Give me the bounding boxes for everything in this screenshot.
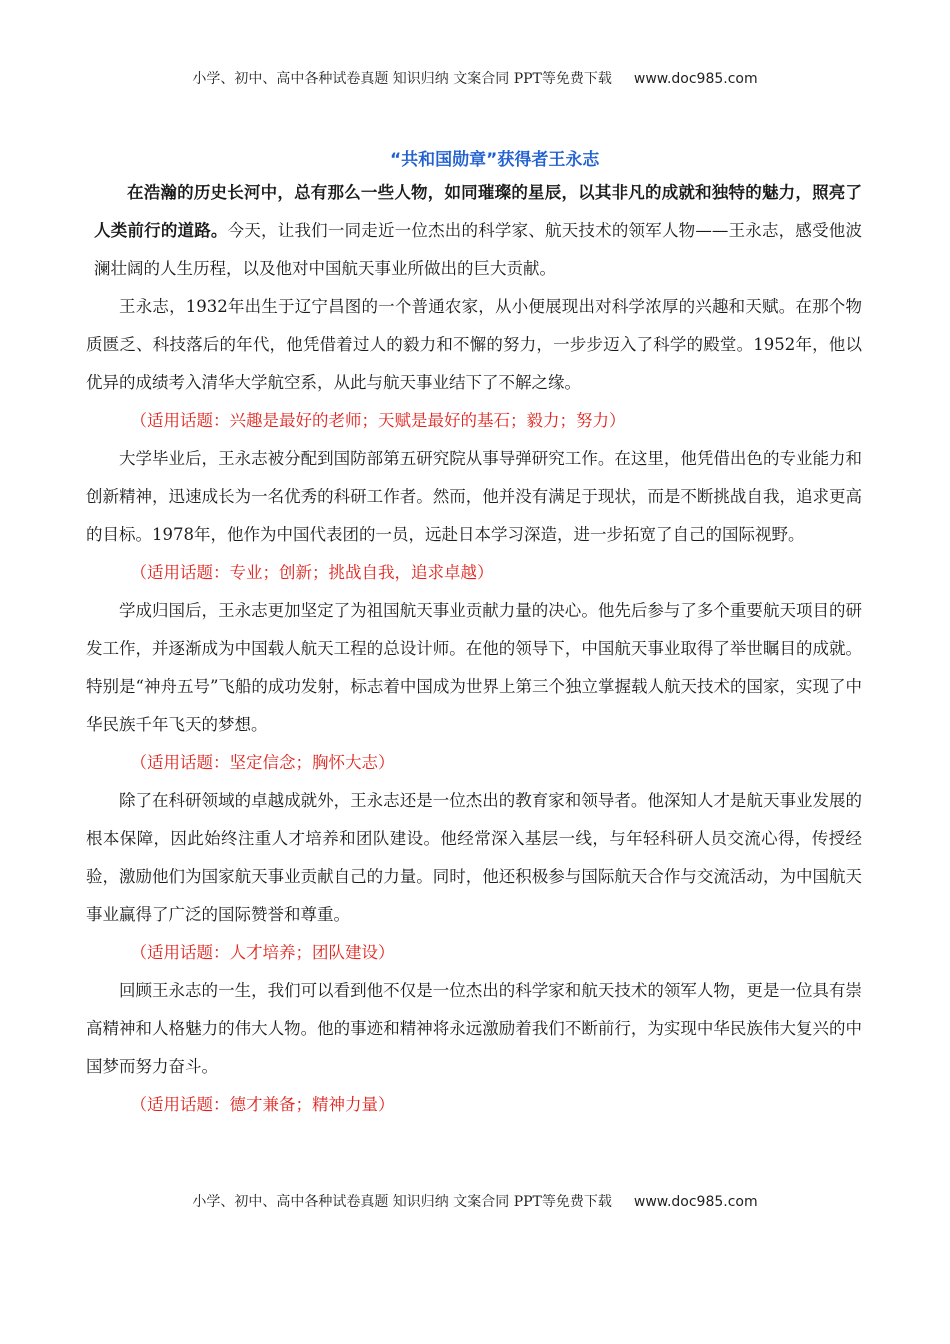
- topic-note: （适用话题：人才培养；团队建设）: [130, 943, 395, 962]
- topic-note: （适用话题：坚定信念；胸怀大志）: [130, 753, 395, 772]
- body-paragraph: 除了在科研领域的卓越成就外，王永志还是一位杰出的教育家和领导者。他深知人才是航天事业发展的根本保障，因此始终注重人才培养和团队建设。他经常深入基层一线，与年轻科研人员交流心得，传授经验，激励他们为国家航天事业贡献自己的力量。同时，他还积极参与国际航天合作与交流活动，为中国航天事业赢得了广泛的国际赞誉和尊重。: [86, 791, 862, 924]
- body-paragraph: 学成归国后，王永志更加坚定了为祖国航天事业贡献力量的决心。他先后参与了多个重要航天项目的研发工作，并逐渐成为中国载人航天工程的总设计师。在他的领导下，中国航天事业取得了举世瞩目的成就。特别是“神舟五号”飞船的成功发射，标志着中国成为世界上第三个独立掌握载人航天技术的国家，实现了中华民族千年飞天的梦想。: [86, 601, 862, 734]
- header-url[interactable]: www.doc985.com: [633, 71, 758, 87]
- page-header: [0, 68, 950, 88]
- intro-paragraph: [86, 174, 862, 288]
- intro-bold-text: 在浩瀚的历史长河中，总有那么一些人物，如同璀璨的星辰，以其非凡的成就和独特的魅力，照亮了人类前行的道路。: [94, 183, 862, 240]
- document-title: “共和国勋章”获得者王永志: [390, 150, 600, 170]
- body-paragraph: 王永志，1932年出生于辽宁昌图的一个普通农家，从小便展现出对科学浓厚的兴趣和天赋。在那个物质匮乏、科技落后的年代，他凭借着过人的毅力和不懈的努力，一步步迈入了科学的殿堂。1952年，他以优异的成绩考入清华大学航空系，从此与航天事业结下了不解之缘。: [86, 297, 862, 392]
- body-paragraph: 回顾王永志的一生，我们可以看到他不仅是一位杰出的科学家和航天技术的领军人物，更是一位具有崇高精神和人格魅力的伟大人物。他的事迹和精神将永远激励着我们不断前行，为实现中华民族伟大复兴的中国梦而努力奋斗。: [86, 981, 862, 1076]
- topic-note: （适用话题：专业；创新；挑战自我，追求卓越）: [130, 563, 494, 582]
- page-footer: [0, 1191, 950, 1211]
- header-text: 小学、初中、高中各种试卷真题 知识归纳 文案合同 PPT等免费下载: [192, 71, 612, 87]
- intro-text: 今天，让我们一同走近一位杰出的科学家、航天技术的领军人物——王永志，感受他波澜壮阔的人生历程，以及他对中国航天事业所做出的巨大贡献。: [94, 221, 863, 278]
- footer-url[interactable]: www.doc985.com: [633, 1194, 758, 1210]
- document-body: [86, 174, 862, 1124]
- topic-note: （适用话题：兴趣是最好的老师；天赋是最好的基石；毅力；努力）: [130, 411, 626, 430]
- body-paragraph: 大学毕业后，王永志被分配到国防部第五研究院从事导弹研究工作。在这里，他凭借出色的专业能力和创新精神，迅速成长为一名优秀的科研工作者。然而，他并没有满足于现状，而是不断挑战自我，追求更高的目标。1978年，他作为中国代表团的一员，远赴日本学习深造，进一步拓宽了自己的国际视野。: [86, 449, 862, 544]
- footer-text: 小学、初中、高中各种试卷真题 知识归纳 文案合同 PPT等免费下载: [192, 1194, 612, 1210]
- topic-note: （适用话题：德才兼备；精神力量）: [130, 1095, 395, 1114]
